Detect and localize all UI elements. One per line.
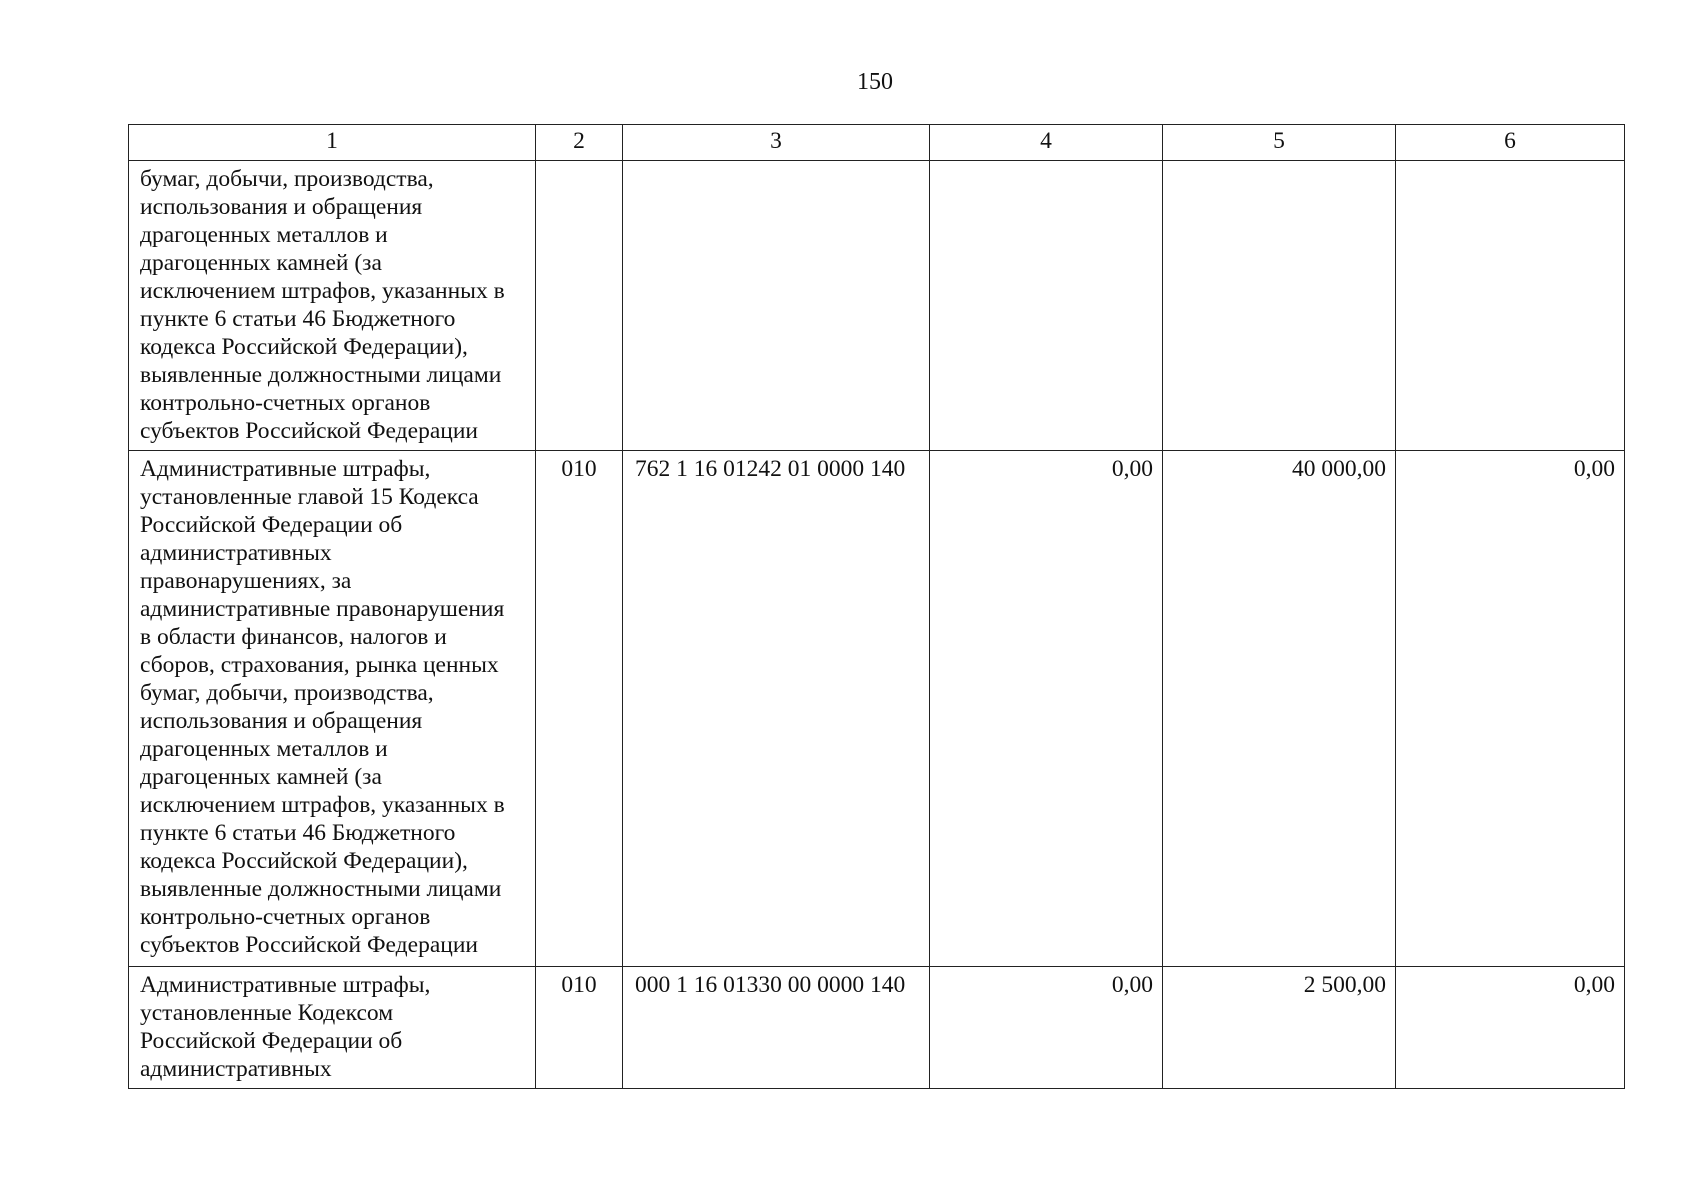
table-row	[129, 967, 1625, 1089]
column-header: 5	[1163, 125, 1396, 161]
budget-code-cell: 762 1 16 01242 01 0000 140	[623, 451, 930, 967]
row-name-cell: бумаг, добычи, производства, использования и обращения драгоценных металлов и драгоценных камней (за исключением штрафов, указанных в пункте 6 статьи 46 Бюджетного кодекса Российской Федерации), выявленные должностными лицами контрольно-счетных органов субъектов Российской Федерации	[129, 161, 536, 451]
column-header: 4	[930, 125, 1163, 161]
amount-col5-cell: 2 500,00	[1163, 967, 1396, 1089]
amount-col4-cell	[930, 161, 1163, 451]
amount-col6-cell	[1396, 161, 1625, 451]
amount-col4-cell: 0,00	[930, 451, 1163, 967]
line-code-cell: 010	[536, 451, 623, 967]
column-header: 1	[129, 125, 536, 161]
budget-code-cell: 000 1 16 01330 00 0000 140	[623, 967, 930, 1089]
table-header-row	[129, 125, 1625, 161]
page-number: 150	[857, 69, 893, 95]
line-code-cell: 010	[536, 967, 623, 1089]
line-code-cell	[536, 161, 623, 451]
budget-table	[128, 124, 1625, 1089]
amount-col5-cell: 40 000,00	[1163, 451, 1396, 967]
amount-col4-cell: 0,00	[930, 967, 1163, 1089]
budget-code-cell	[623, 161, 930, 451]
row-name-cell: Административные штрафы, установленные главой 15 Кодекса Российской Федерации об административных правонарушениях, за административные правонарушения в области финансов, налогов и сборов, страхования, рынка ценных бумаг, добычи, производства, использования и обращения драгоценных металлов и драгоценных камней (за исключением штрафов, указанных в пункте 6 статьи 46 Бюджетного кодекса Российской Федерации), выявленные должностными лицами контрольно-счетных органов субъектов Российской Федерации	[129, 451, 536, 967]
amount-col5-cell	[1163, 161, 1396, 451]
table-row	[129, 451, 1625, 967]
amount-col6-cell: 0,00	[1396, 967, 1625, 1089]
column-header: 2	[536, 125, 623, 161]
table-row	[129, 161, 1625, 451]
amount-col6-cell: 0,00	[1396, 451, 1625, 967]
column-header: 3	[623, 125, 930, 161]
row-name-cell: Административные штрафы, установленные Кодексом Российской Федерации об административных	[129, 967, 536, 1089]
column-header: 6	[1396, 125, 1625, 161]
